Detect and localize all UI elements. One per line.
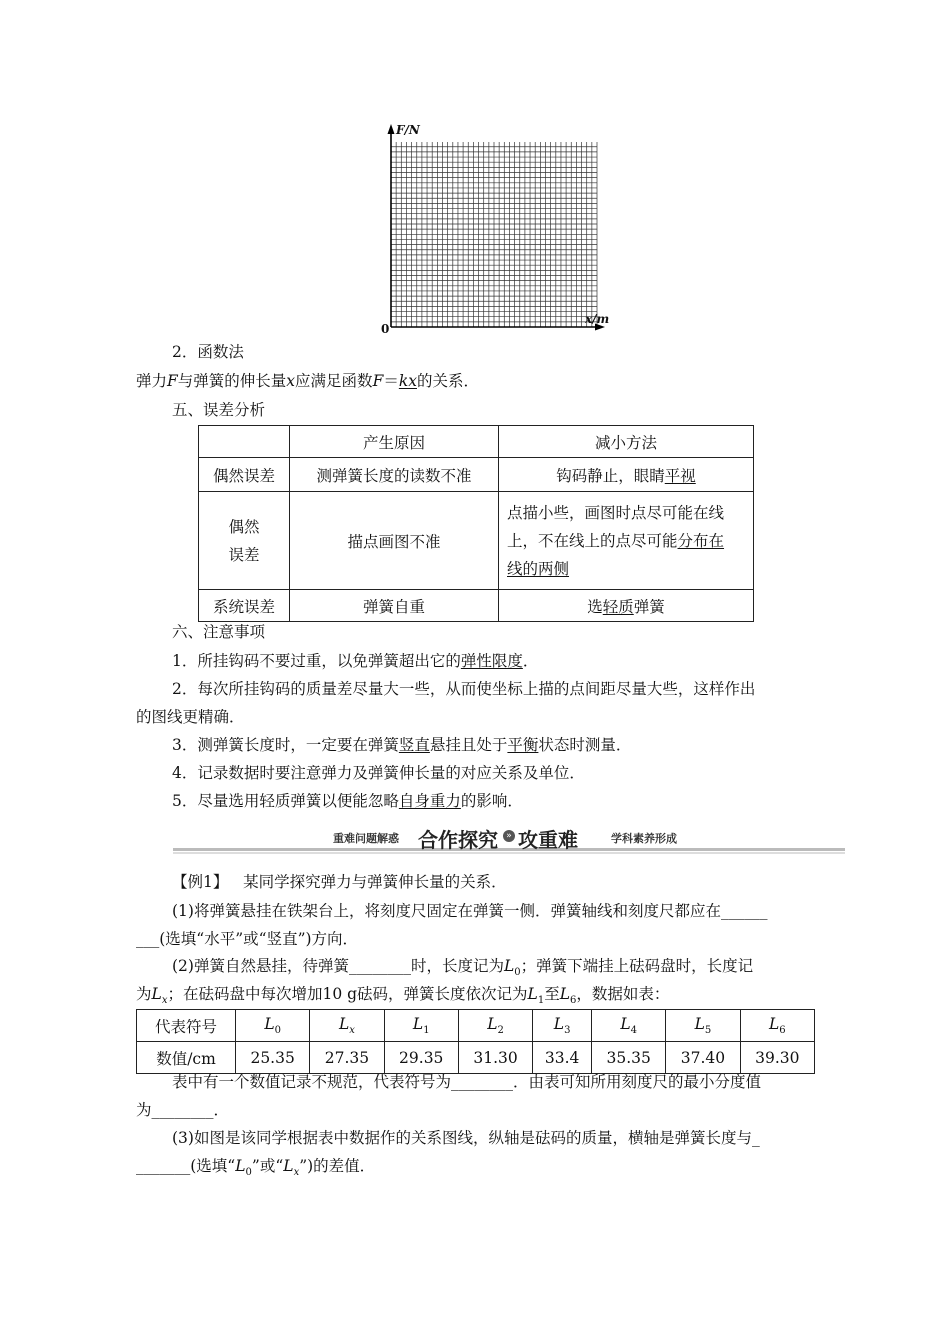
error-table: 产生原因 减小方法 偶然误差 测弹簧长度的读数不准 钩码静止，眼睛平视 偶然 误差 描点画图不准 点描小些，画图时点尽可能在线 上，不在线上的点尽可能分布在 线的两侧 系统误差 弹簧自重 选轻质弹簧 xyxy=(198,425,754,622)
y-axis-label: F/N xyxy=(396,123,420,137)
example-p3-line1: (3)如图是该同学根据表中数据作的关系图线，纵轴是砝码的质量，横轴是弹簧长度与_ xyxy=(172,1129,760,1147)
example-title: 【例1】 某同学探究弹力与弹簧伸长量的关系． xyxy=(172,873,507,891)
heading-function-method: 2．函数法 xyxy=(172,343,244,361)
example-p3-line2: _______(选填“$L_0$”或“$L_x$”)的差值． xyxy=(136,1157,376,1179)
origin-label: 0 xyxy=(381,322,390,336)
note-3: 3．测弹簧长度时，一定要在弹簧竖直悬挂且处于平衡状态时测量． xyxy=(172,736,632,754)
answer-kx: kx xyxy=(398,372,417,390)
banner-right: 学科素养形成 xyxy=(611,832,677,845)
section-banner xyxy=(173,822,845,856)
col-header-cause: 产生原因 xyxy=(290,426,499,458)
function-text: 弹力F与弹簧的伸长量x应满足函数F＝kx的关系． xyxy=(136,372,479,390)
banner-title-a: 合作探究 xyxy=(418,828,498,852)
grid-graph xyxy=(375,120,615,335)
note-1: 1．所挂钩码不要过重，以免弹簧超出它的弹性限度． xyxy=(172,652,539,670)
banner-title-b: 攻重难 xyxy=(518,828,578,852)
example-after-line2: 为________． xyxy=(136,1101,230,1119)
data-table: 代表符号 $L_0$ $L_x$ $L_1$ $L_2$ $L_3$ $L_4$ $L_5$ $L_6$ 数值/cm 25.35 27.35 29.35 31.30 33.4 35.35 37.40 39.30 xyxy=(136,1009,815,1074)
example-after-line1: 表中有一个数值记录不规范，代表符号为________．由表可知所用刻度尺的最小分度值 xyxy=(172,1073,762,1091)
y-axis-arrow xyxy=(388,124,395,134)
note-2-line2: 的图线更精确． xyxy=(136,708,245,726)
x-axis-label: x/m xyxy=(585,312,610,326)
heading-notes: 六、注意事项 xyxy=(172,623,266,641)
note-5: 5．尽量选用轻质弹簧以便能忽略自身重力的影响． xyxy=(172,792,523,810)
heading-error-analysis: 五、误差分析 xyxy=(172,401,266,419)
note-2-line1: 2．每次所挂钩码的质量差尽量大一些，从而使坐标上描的点间距尽量大些，这样作出 xyxy=(172,680,756,698)
banner-left: 重难问题解惑 xyxy=(333,832,399,845)
col-header-method: 减小方法 xyxy=(499,426,754,458)
note-4: 4．记录数据时要注意弹力及弹簧伸长量的对应关系及单位． xyxy=(172,764,585,782)
banner-arrow-icon: » xyxy=(503,830,515,842)
example-p1-line1: (1)将弹簧悬挂在铁架台上，将刻度尺固定在弹簧一侧．弹簧轴线和刻度尺都应在______ xyxy=(172,902,768,920)
example-p2-line1: (2)弹簧自然悬挂，待弹簧________时，长度记为$L_0$；弹簧下端挂上砝码盘时，长度记 xyxy=(172,957,754,979)
example-p2-line2: 为$L_x$；在砝码盘中每次增加10 g砝码，弹簧长度依次记为$L_1$至$L_6$，数据如表： xyxy=(136,985,670,1007)
example-p1-line2: ___(选填“水平”或“竖直”)方向． xyxy=(136,930,359,948)
